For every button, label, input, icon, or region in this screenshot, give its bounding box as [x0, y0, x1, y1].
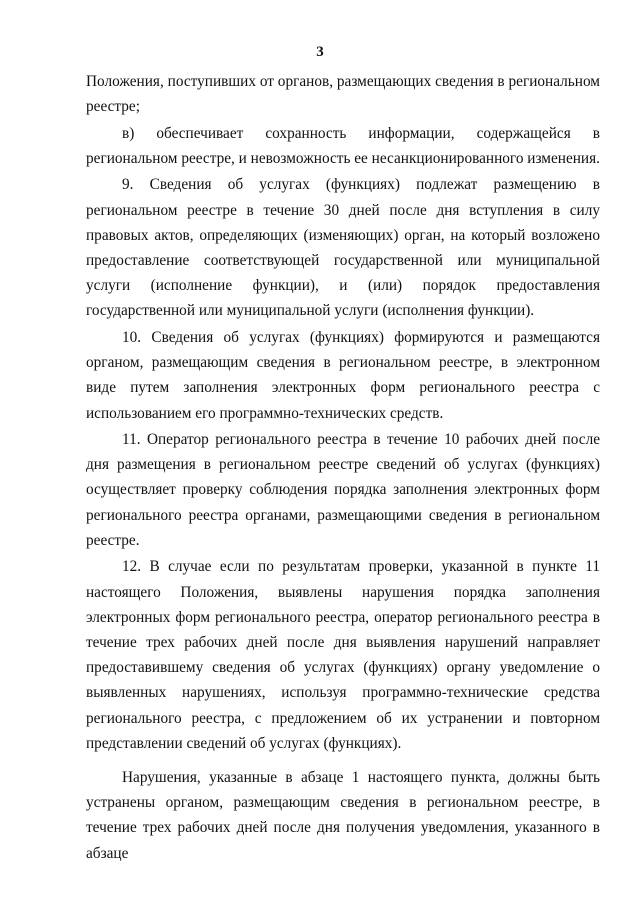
page-number: 3: [316, 44, 324, 60]
paragraph-12-violations: Нарушения, указанные в абзаце 1 настоящего пункта, должны быть устранены органом, размещающим сведения в региональном реестре, в течение трех рабочих дней после дня получения уведомления, указанного в абзаце: [86, 768, 600, 862]
paragraph-12: 12. В случае если по результатам проверки, указанной в пункте 11 настоящего Положения, выявлены нарушения порядка заполнения электронных форм регионального реестра, оператор регионального реестра в течение трех рабочих дней после дня выявления нарушений направляет предоставившему сведения об услугах (функциях) органу уведомление о выявленных нарушениях, используя программно-технические средства регионального реестра, с предложением об их устранении и повторном представлении сведений об услугах (функциях).: [86, 558, 600, 752]
document-body: [86, 69, 600, 867]
paragraph-9: 9. Сведения об услугах (функциях) подлежат размещению в региональном реестре в течение 30 дней после дня вступления в силу правовых актов, определяющих (изменяющих) орган, на который возложено предоставление соответствующей государственной или муниципальной услуги (исполнение функции), и (или) порядок предоставления государственной или муниципальной услуги (исполнения функции).: [86, 176, 600, 320]
paragraph-10: 10. Сведения об услугах (функциях) формируются и размещаются органом, размещающим сведения в региональном реестре, в электронном виде путем заполнения электронных форм регионального реестра с использованием его программно-технических средств.: [86, 328, 600, 422]
paragraph-continuation: Положения, поступивших от органов, размещающих сведения в региональном реестре;: [86, 73, 600, 116]
paragraph-item-v: в) обеспечивает сохранность информации, содержащейся в региональном реестре, и невозможность ее несанкционированного изменения.: [86, 124, 600, 167]
paragraph-11: 11. Оператор регионального реестра в течение 10 рабочих дней после дня размещения в региональном реестре сведений об услугах (функциях) осуществляет проверку соблюдения порядка заполнения электронных форм регионального реестра органами, размещающими сведения в региональном реестре.: [86, 431, 600, 549]
